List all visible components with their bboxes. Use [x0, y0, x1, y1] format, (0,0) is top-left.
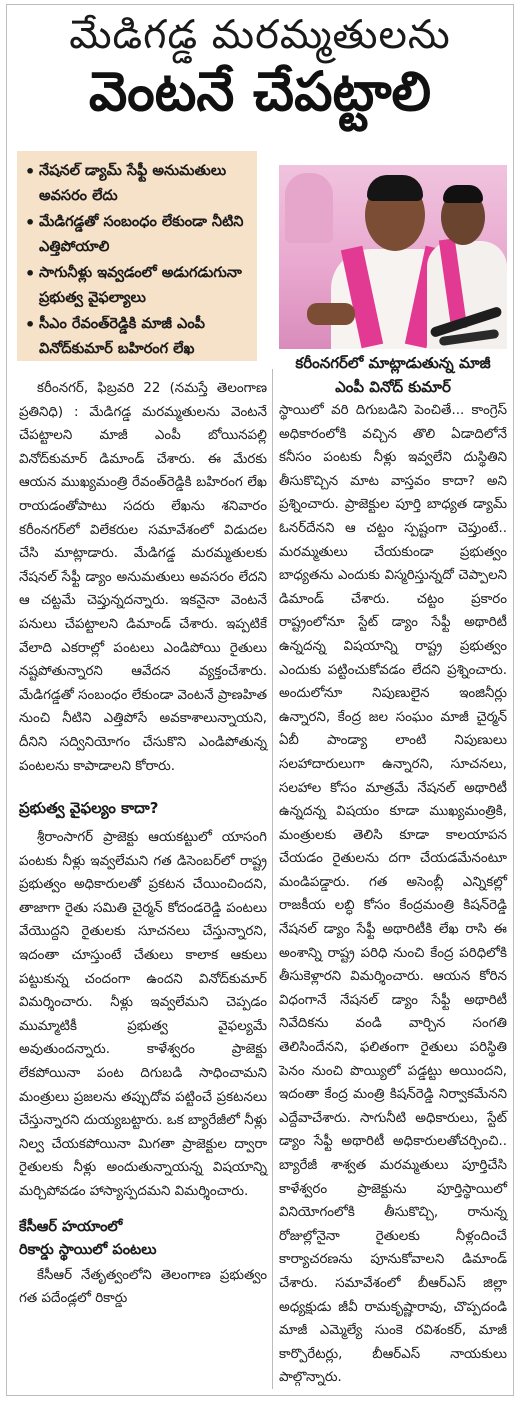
news-photo: [279, 165, 507, 349]
article-paragraph: శ్రీరాంసాగర్ ప్రాజెక్టు ఆయకట్టులో యాసంగి పంటకు నీళ్లు ఇవ్వలేమని గత డిసెంబర్‌లో రాష్ట్ర ప్రభుత్వం అధికారులతో ప్రకటన చేయించిందని, తాజాగా రైతు సమితి చైర్మన్ కోదండరెడ్డి పంటలు వేయొద్దని రైతులకు సూచనలు చేస్తున్నారని, ఇదంతా చూస్తుంటే చేతులు కాలాక ఆకులు పట్టుకున్న చందంగా ఉందని వినోద్‌కుమార్ విమర్శించారు. నీళ్లు ఇవ్వలేమని చెప్పడం ముమ్మాటికీ ప్రభుత్వ వైఫల్యమే అవుతుందన్నారు. కాళేశ్వరం ప్రాజెక్టు లేకపోయినా పంట దిగుబడి సాధించామని మంత్రులు ప్రజలను తప్పుదోవ పట్టించే ప్రకటనలు చేస్తున్నారని దుయ్యబట్టారు. ఒక బ్యారేజీలో నీళ్లు నిల్వ చేయకపోయినా మిగతా ప్రాజెక్టుల ద్వారా రైతులకు నీళ్లు అందుతున్నాయన్న విషయాన్ని మర్చిపోవడం హాస్యాస్పదమని విమర్శించారు.: [19, 830, 267, 1199]
article-paragraph: కరీంనగర్, ఫిబ్రవరి 22 (నమస్తే తెలంగాణ ప్రతినిధి) : మేడిగడ్డ మరమ్మతులను వెంటనే చేపట్టాలని మాజీ ఎంపీ బోయినపల్లి వినోద్‌కుమార్ డిమాండ్ చేశారు. ఈ మేరకు ఆయన ముఖ్యమంత్రి రేవంత్‌రెడ్డికి బహిరంగ లేఖ రాయడంతోపాటు సదరు లేఖను శనివారం కరీంనగర్‌లో విలేకరుల సమావేశంలో విడుదల చేసి మాట్లాడారు. మేడిగడ్డ మరమ్మతులకు నేషనల్ సేఫ్టీ డ్యాం అనుమతులు అవసరం లేదని ఆ చట్టమే చెప్తున్నదన్నారు. ఇకనైనా వెంటనే పనులు చేపట్టాలని డిమాండ్ చేశారు. ఇప్పటికే వేలాది ఎకరాల్లో పంటలు ఎండిపోయి రైతులు నష్టపోతున్నారని ఆవేదన వ్యక్తంచేశారు. మేడిగడ్డతో సంబంధం లేకుండా వెంటనే ప్రాణహిత నుంచి నీటిని ఎత్తిపోసే అవకాశాలున్నాయని, దీనిని సద్వినియోగం చేసుకొని ఎండిపోతున్న పంటలను కాపాడాలని కోరారు.: [19, 381, 267, 774]
photo-hand: [307, 303, 355, 325]
article-column-left: [19, 377, 267, 1311]
headline-line-2: వెంటనే చేపట్టాలి: [88, 60, 432, 123]
headline-line-1: మేడిగడ్డ మరమ్మతులను: [69, 12, 451, 58]
photo-speaker-hair: [367, 175, 423, 201]
highlight-item: • నేషనల్ డ్యామ్ సేఫ్టీ అనుమతులు అవసరం లేదు: [23, 159, 251, 209]
article-paragraph: స్థాయిలో వరి దిగుబడిని పెంచితే... కాంగ్రెస్ అధికారంలోకి వచ్చిన తొలి ఏడాదిలోనే కనీసం పంటకు నీళ్లు ఇవ్వలేని దుస్థితిని తీసుకొచ్చిన మాట వాస్తవం కాదా? అని ప్రశ్నించారు. ప్రాజెక్టుల పూర్తి బాధ్యత డ్యామ్ ఓనర్‌దేనని ఆ చట్టం స్పష్టంగా చెప్తుంటే.. మరమ్మతులు చేయకుండా ప్రభుత్వం బాధ్యతను ఎందుకు విస్మరిస్తున్నదో చెప్పాలని డిమాండ్ చేశారు. చట్టం ప్రకారం రాష్ట్రంలోనూ స్టేట్ డ్యాం సేఫ్టీ అథారిటీ ఉన్నదన్న విషయాన్ని రాష్ట్ర ప్రభుత్వం ఎందుకు పట్టించుకోవడం లేదని ప్రశ్నించారు. అందులోనూ నిపుణులైన ఇంజినీర్లు ఉన్నారని, కేంద్ర జల సంఘం మాజీ చైర్మన్ ఏబీ పాండ్యా లాంటి నిపుణులు సలహాదారులుగా ఉన్నారని, సూచనలు, సలహాల కోసం మాత్రమే నేషనల్ అథారిటీ ఉన్నదన్న విషయం కూడా ముఖ్యమంత్రికి, మంత్రులకు తెలిసి కూడా కాలయాపన చేయడం రైతులను దగా చేయడమేనంటూ మండిపడ్డారు. గత అసెంబ్లీ ఎన్నికల్లో రాజకీయ లబ్ధి కోసం కేంద్రమంత్రి కిషన్‌రెడ్డి నేషనల్ డ్యాం సేఫ్టీ అథారిటీకి లేఖ రాసి ఈ అంశాన్ని రాష్ట్ర పరిధి నుంచి కేంద్ర పరిధిలోకి తీసుకెళ్లారని విమర్శించారు. ఆయన కోరిన విధంగానే నేషనల్ డ్యాం సేఫ్టీ అథారిటీ నివేదికను వండి వార్చిన సంగతి తెలిసిందేనని, ఫలితంగా రైతులు పరిస్థితి పెనం నుంచి పొయ్యిలో పడ్డట్టు అయిందని, ఇదంతా కేంద్ర మంత్రి కిషన్‌రెడ్డి నిర్వాకమేనని ఎద్దేవాచేశారు. సాగునీటి అధికారులు, స్టేట్ డ్యాం సేఫ్టీ అథారిటీ అధికారులతోచర్చించి.. బ్యారేజీ శాశ్వత మరమ్మతులు పూర్తిచేసి కాళేశ్వరం ప్రాజెక్టును పూర్తిస్థాయిలో వినియోగంలోకి తీసుకొచ్చి, రానున్న రోజుల్లోనైనా రైతులకు నీళ్లందించే కార్యాచరణను పూనుకోవాలని డిమాండ్ చేశారు. సమావేశంలో బీఆర్‌ఎస్ జిల్లా అధ్యక్షుడు జీవీ రామకృష్ణారావు, చొప్పదండి మాజీ ఎమ్మెల్యే సుంకె రవిశంకర్, మాజీ కార్పొరేటర్లు, బీఆర్‌ఎస్ నాయకులు పాల్గొన్నారు.: [279, 403, 507, 1386]
article-subheading: ప్రభుత్వ వైఫల్యం కాదా?: [19, 799, 159, 818]
column-divider: [272, 369, 273, 1389]
article-paragraph: కేసీఆర్ నేతృత్వంలోని తెలంగాణ ప్రభుత్వం గత పదేండ్లలో రికార్డు: [19, 1267, 267, 1307]
article-subheading-line: రికార్డు స్థాయిలో పంటలు: [19, 1241, 157, 1258]
photo-caption: కరీంనగర్‌లో మాట్లాడుతున్న మాజీ ఎంపీ వినోద్ కుమార్: [295, 354, 491, 396]
headline: [7, 11, 513, 123]
highlight-item: • సీఎం రేవంత్‌రెడ్డికి మాజీ ఎంపీ వినోద్‌కుమార్ బహిరంగ లేఖ: [23, 312, 251, 362]
article-column-right: [279, 399, 507, 1390]
article-subheading: [19, 1216, 267, 1262]
newspaper-page: [6, 4, 514, 1396]
highlight-item: • సాగునీళ్లు ఇవ్వడంలో అడుగడుగునా ప్రభుత్వ వైఫల్యాలు: [23, 261, 251, 311]
highlight-item: • మేడిగడ్డతో సంబంధం లేకుండా నీటిని ఎత్తిపోయాలి: [23, 210, 251, 260]
article-subheading-line: కేసీఆర్ హయాంలో: [19, 1218, 123, 1235]
highlights-box: [17, 151, 257, 361]
photo-background-figure: [285, 173, 333, 243]
photo-second-man-hair: [443, 185, 483, 203]
